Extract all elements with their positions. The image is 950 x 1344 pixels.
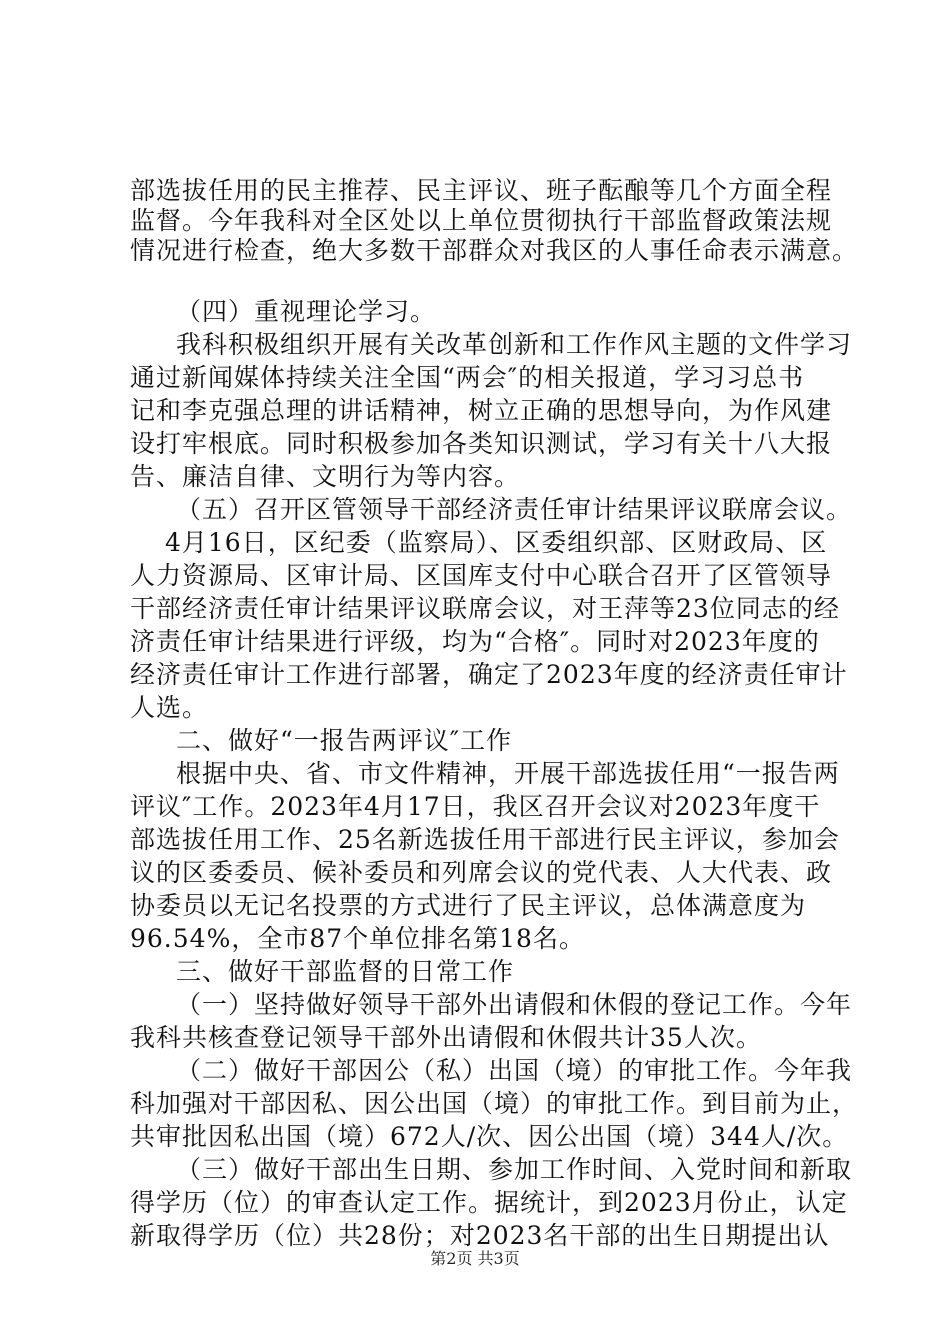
body-text-line: 根据中央、省、市文件精神，开展干部选拔任用“一报告两 — [176, 759, 840, 788]
body-text-line: 我科积极组织开展有关改革创新和工作作风主题的文件学习 — [176, 330, 853, 359]
body-text-line: 人力资源局、区审计局、区国库支付中心联合召开了区管领导 — [130, 561, 833, 590]
body-text-line: 记和李克强总理的讲话精神，树立正确的思想导向，为作风建 — [130, 396, 833, 425]
body-text-line: 协委员以无记名投票的方式进行了民主评议，总体满意度为 — [130, 891, 807, 920]
body-text-line: 情况进行检查，绝大多数干部群众对我区的人事任命表示满意。 — [130, 236, 859, 265]
section-heading: 二、做好“一报告两评议″工作 — [176, 726, 513, 755]
body-text-line: 部选拔任用的民主推荐、民主评议、班子酝酿等几个方面全程 — [130, 176, 833, 205]
section-heading: （五）召开区管领导干部经济责任审计结果评议联席会议。 — [176, 495, 853, 524]
section-heading: （四）重视理论学习。 — [176, 297, 437, 326]
body-text-line: 济责任审计结果进行评级，均为“合格″。同时对2023年度的 — [130, 627, 820, 656]
page-footer: 第2页 共3页 — [430, 1249, 520, 1268]
section-heading: 三、做好干部监督的日常工作 — [176, 957, 515, 986]
body-text-line: 干部经济责任审计结果评议联席会议，对王萍等23位同志的经 — [130, 594, 840, 623]
body-text-line: （二）做好干部因公（私）出国（境）的审批工作。今年我 — [176, 1056, 853, 1085]
body-text-line: （三）做好干部出生日期、参加工作时间、入党时间和新取 — [176, 1155, 853, 1184]
body-text-line: 部选拔任用工作、25名新选拔任用干部进行民主评议，参加会 — [130, 825, 840, 854]
body-text-line: 得学历（位）的审查认定工作。据统计，到2023月份止，认定 — [130, 1188, 848, 1217]
body-text-line: 评议″工作。2023年4月17日，我区召开会议对2023年度干 — [130, 792, 821, 821]
body-text-line: 通过新闻媒体持续关注全国“两会″的相关报道，学习习总书 — [130, 363, 805, 392]
body-text-line: 监督。今年我科对全区处以上单位贯彻执行干部监督政策法规 — [130, 206, 833, 235]
body-text-line: 人选。 — [130, 693, 209, 722]
body-text-line: 96.54%，全市87个单位排名第18名。 — [130, 924, 585, 953]
body-text-line: 告、廉洁自律、文明行为等内容。 — [130, 462, 521, 491]
body-text-line: 经济责任审计工作进行部署，确定了2023年度的经济责任审计 — [130, 660, 848, 689]
body-text-line: 议的区委委员、候补委员和列席会议的党代表、人大代表、政 — [130, 858, 833, 887]
body-text-line: 我科共核查登记领导干部外出请假和休假共计35人次。 — [130, 1023, 762, 1052]
body-text-line: 科加强对干部因私、因公出国（境）的审批工作。到目前为止， — [130, 1089, 859, 1118]
body-text-line: 新取得学历（位）共28份；对2023名干部的出生日期提出认 — [130, 1221, 830, 1250]
body-text-line: （一）坚持做好领导干部外出请假和休假的登记工作。今年 — [176, 990, 853, 1019]
body-text-line: 共审批因私出国（境）672人/次、因公出国（境）344人/次。 — [130, 1122, 849, 1151]
body-text-line: 设打牢根底。同时积极参加各类知识测试，学习有关十八大报 — [130, 429, 833, 458]
body-text-line: 4月16日，区纪委（监察局）、区委组织部、区财政局、区 — [165, 528, 828, 557]
